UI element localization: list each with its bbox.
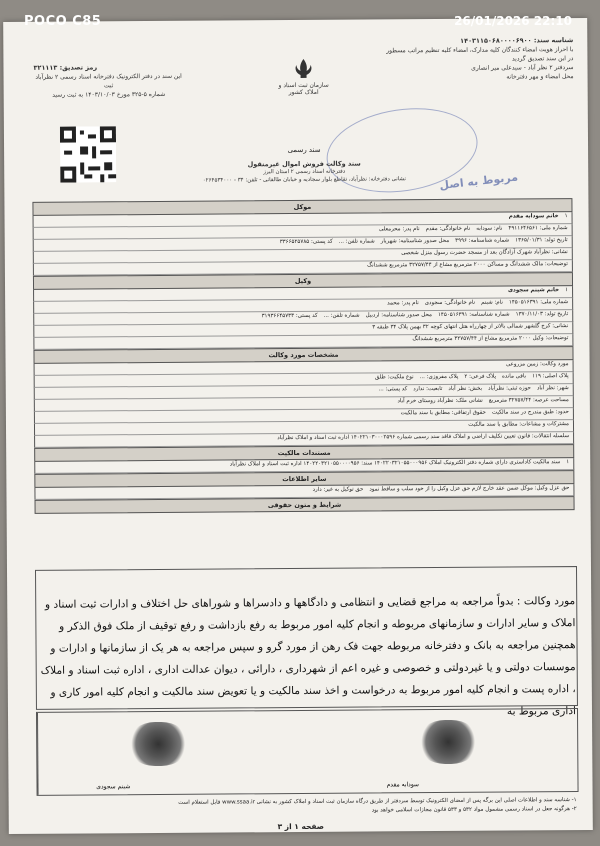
property-easement: حقوق ارتفاقی: مطابق با سند مالکیت [400, 409, 486, 417]
principal-phone: شماره تلفن: ... [338, 238, 375, 245]
property-main-plate: پلاک اصلی: ۱۱۹ [532, 373, 569, 380]
terms-body: مورد وکالت : بدواً مراجعه به مراجع قضایی و انتظامی و دادگاهها و دادسراها و شوراهای حل اختلاف و ادارات ثبت اسناد و املاک و سایر ادارات و سازمانهای مربوطه و انجام کلیه امور مربوط به رفع بازداشت و رفع توقیف از ملک فوق الذکر و همچنین مراجعه به بانک و دفترخانه مربوطه جهت فک رهن از مورد گرو و سپس مراجعه به هر یک از سازمانها و ادارات و موسسات دولتی و یا غیردولتی و خصوصی و غیره اعم از شهرداری ، دارائی ، دیوان عدالت اداری ، اداره ثبت اسناد و املاک ، اداره پست و انجام کلیه امور مربوط به درخواست و اخذ سند مالکیت و یا تعویض سند مالکیت و انجام کلیه امور کاری و اداری مربوط به [40, 595, 577, 718]
camera-watermark: POCO C85 [24, 14, 102, 29]
doc-subheader [124, 159, 484, 186]
page-number: صفحه ۱ از ۳ [277, 821, 325, 832]
national-emblem [273, 58, 333, 96]
property-ownership: نوع ملکیت: طلق [375, 374, 414, 381]
footer-notes [37, 796, 577, 818]
section-other-title: سایر اطلاعات [34, 470, 574, 488]
property-remaining: باقی مانده [501, 373, 527, 380]
principal-name: خانم سودابه مقدم [508, 213, 559, 220]
principal-description: توضیحات: مالک ششدانگ و مساکن ۲۰۰۰ مترمربع مشاع از ۳۲۷۵۷/۴۴ مترمربع ششدانگ [367, 261, 568, 269]
doc-type: سند وکالت فروش اموال غیرمنقول [247, 159, 361, 169]
header-right-line: در این سند تصدیق گردید [511, 55, 574, 63]
signature-name-left: شبنم سجودی [96, 783, 131, 791]
property-section: بخش: نظر آباد [448, 385, 483, 392]
footer-line: ۱- شناسه سند و اطلاعات اصلی این برگه پس از امضای الکترونیک توسط سردفتر از طریق درگاه سازمان ثبت اسناد و املاک کشور به نشانی www.ssaa.ir قابل استعلام است [178, 797, 577, 806]
property-city: شهر: نظر آباد [536, 385, 569, 392]
agent-father: نام پدر: محمد [387, 300, 419, 307]
header-right-line: محل امضاء و مهر دفترخانه [506, 73, 574, 81]
property-postal: کد پستی: ... [378, 386, 408, 393]
emblem-icon [291, 58, 315, 80]
agent-birth-id: شماره شناسنامه: ۱۴۵۰۵۱۶۳۹۱ [437, 311, 510, 319]
agent-description: توضیحات: وکیل ۲۰۰۰ مترمربع مشاع از ۳۲۷۵۷/۴۴ مترمربع ششدانگ [412, 335, 569, 343]
qr-code-icon [60, 126, 116, 182]
header-left-line: شماره ۵-۳۲۵ مورخ ۱۴۰۳/۱۰/۰۳ به ثبت رسید [52, 90, 166, 99]
signature-row [36, 708, 579, 796]
property-sub-plate: پلاک فرعی: ۲ [464, 373, 497, 380]
signature-name-right: سودابه مقدم [386, 781, 419, 789]
section-docs-title: مستندات مالکیت [34, 444, 574, 462]
signature-cell-right [307, 709, 577, 793]
emblem-caption: سازمان ثبت اسناد و املاک کشور [278, 81, 329, 97]
certified-stamp: مربوط به اصل [439, 170, 519, 193]
property-subject: مورد وکالت: زمین مزروعی [505, 361, 569, 368]
header-left-line: این سند در دفتر الکترونیک دفترخانه اسناد رسمی ۲ نظرآباد ثبت [35, 72, 182, 90]
document-sheet [3, 18, 593, 834]
property-address: نشانی ملک: نظرآباد روستای خرم آباد [397, 397, 483, 405]
agent-phone: شماره تلفن: ... [323, 312, 360, 319]
agent-birth-date: تاریخ تولد: ۱۳۷۰/۱۱/۰۳ [515, 311, 569, 318]
doc-title: سند رسمی [287, 145, 321, 155]
header-right-line: سردفتر ۲ نظر آباد - سیدعلی میر انصاری [471, 64, 574, 72]
agent-first-name: نام: شبنم [481, 299, 503, 306]
fingerprint-icon [128, 722, 188, 766]
agent-index: ۱ [565, 287, 569, 294]
principal-birth-place: محل صدور شناسنامه: شهریار [380, 237, 450, 245]
agent-last-name: نام خانوادگی: سجودی [424, 299, 476, 307]
section-property-title: مشخصات مورد وکالت [33, 346, 573, 364]
other-revoke: حق عزل وکیل: موکل ضمن عقد خارج لازم حق عزل وکیل را از خود سلب و ساقط نمود [369, 485, 570, 493]
form-body [32, 198, 574, 514]
principal-postal: کد پستی: ۳۳۶۶۵۲۵۷۸۵ [279, 238, 333, 246]
docs-line: سند مالکیت کاداستری دارای شماره دفتر الکترونیک املاک ۱۴۰۲۲۰۳۲۱۰۵۵۰۰۰۹۵۶ سند: ۱۴۰۲۲۰۳۲۱۰۵۵۰۰۰۰۹۵۶ اداره ثبت اسناد و املاک نظرآباد [229, 459, 561, 468]
property-sep-plate: پلاک مفروزی: ... [419, 373, 459, 381]
agent-postal: کد پستی: ۳۱۹۳۶۶۴۵۷۳۳ [261, 312, 318, 320]
property-shares: مشترکات و مشاعات: مطابق با سند مالکیت [468, 421, 570, 428]
principal-national-id: شماره ملی: ۴۹۱۱۶۴۶۵۶۱ [508, 225, 568, 232]
section-agent-title: وکیل [33, 272, 573, 290]
header-right [353, 36, 573, 83]
footer-line: ۲- هرگونه جعل در اسناد رسمی مشمول مواد ۵۳۲ و ۵۳۳ قانون مجازات اسلامی خواهد بود [371, 806, 577, 814]
agent-birth-place: محل صدور شناسنامه: اردبیل [365, 312, 432, 319]
property-chain: سلسله انتقالات: قانون تعیین تکلیف اراضی و املاک فاقد سند رسمی شماره ۱۴۰۲۲۱۰۳۰۰۰۲۵۹۶ اداره ثبت اسناد و املاک نظرآباد [277, 433, 570, 442]
address-line: نشانی دفترخانه: نظرآباد، تقاطع بلوار سجادیه و خیابان طالقانی - تلفن: ۳۴ - ۰۲۶۴۵۳۴۰۰۰ [202, 176, 406, 184]
photo-timestamp: 26/01/2026 22:10 [454, 14, 572, 28]
principal-last-name: نام خانوادگی: مقدم [425, 225, 471, 233]
docs-index: ۱ [566, 459, 570, 466]
section-principal-title: موکل [32, 198, 572, 216]
header-right-line: با احراز هویت امضاء کنندگان کلیه مدارک، امضاء کلیه تنظیم مراتب مسطور [386, 46, 574, 55]
principal-birth-id: شماره شناسنامه: ۳۹۹۶ [455, 237, 510, 244]
agent-national-id: شماره ملی: ۱۴۵۰۵۱۶۳۹۱ [508, 299, 569, 306]
principal-birth-date: تاریخ تولد: ۱۳۶۵/۰۱/۳۱ [515, 237, 568, 244]
property-bounds: حدود: طبق مندرج در سند مالکیت [491, 409, 569, 416]
principal-index: ۱ [564, 213, 568, 220]
principal-first-name: نام: سودابه [476, 225, 503, 232]
header-right-line: شناسه سند: ۱۴۰۳۱۱۵۰۶۸۰۰۰۰۶۹۰۰ [460, 36, 574, 45]
principal-address: نشانی: نظرآباد شهرک آزادگان بعد از مسجد حضرت رسول منزل شخصی [401, 249, 568, 257]
header-left [33, 63, 183, 100]
other-substitute: حق توکیل به غیر: دارد [312, 486, 364, 493]
section-terms-title: شرایط و متون حقوقی [35, 496, 575, 514]
office-line: دفترخانه اسناد رسمی ۲ استان البرز [263, 168, 346, 176]
property-registry: حوزه ثبتی: نظرآباد [488, 385, 531, 392]
property-area: مساحت عرصه: ۳۲۷۵۷/۴۴ مترمربع [488, 397, 569, 404]
agent-address: نشانی: کرج گلشهر شمالی بالاتر از چهارراه هتل انتهای کوچه ۳۲ بهمن پلاک ۳۴ طبقه ۳ [372, 323, 569, 331]
fingerprint-icon [418, 720, 478, 764]
principal-father: نام پدر: محرمعلی [379, 226, 420, 233]
agent-name: خانم شبنم سجودی [507, 287, 560, 294]
header-left-line: رمز تصدیق: ۳۲۱۱۱۳ [33, 63, 98, 72]
property-village: تابعیت: ندارد [413, 385, 443, 393]
